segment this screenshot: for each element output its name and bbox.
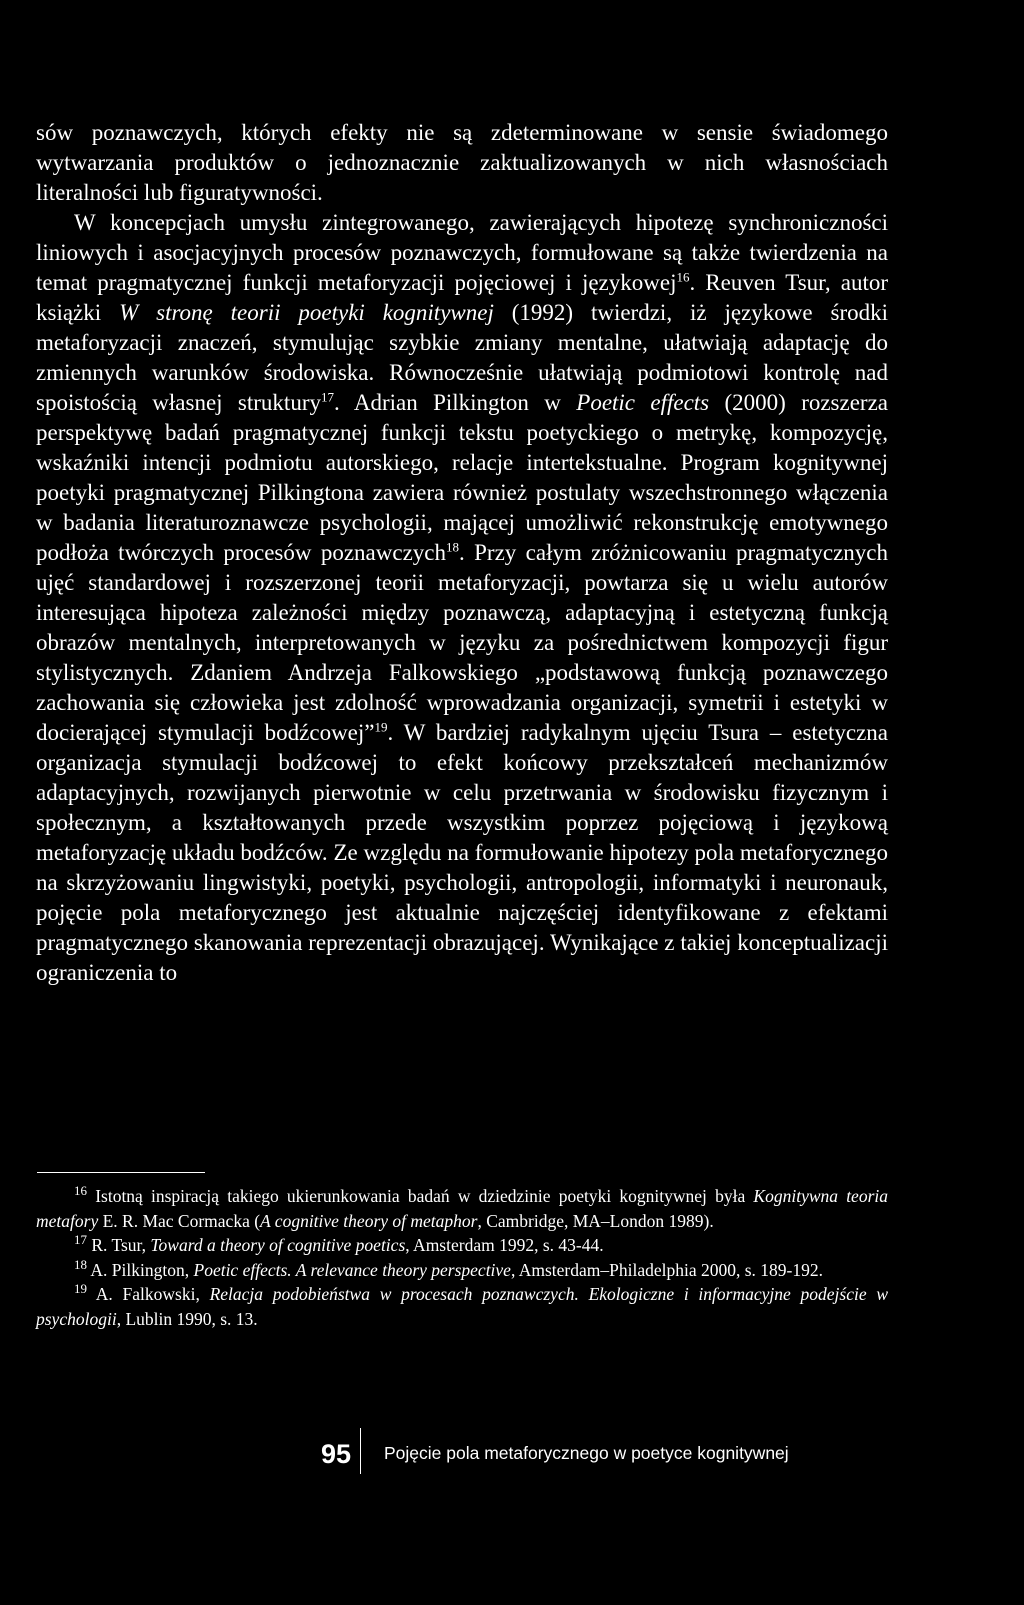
footnote-18	[36, 1258, 888, 1283]
footnote-author: A. Falkowski	[95, 1284, 196, 1304]
text-run: . W bardziej radykalnym ujęciu Tsura – estetyczna organizacja stymulacji bodźcowej to efekt końcowy przekształceń mechanizmów adaptacyjnych, rozwijanych pierwotnie w celu przetrwania w środowisku fizycznym i społecznym, a kształtowanych przede wszystkim poprzez pojęciową i językową metaforyzację układu bodźców. Ze względu na formułowanie hipotezy pola metaforycznego na skrzyżowaniu lingwistyki, poetyki, psychologii, antropologii, informatyki i neuronauk, pojęcie pola metaforycznego jest aktualnie najczęściej identyfikowane z efektami pragmatycznego skanowania reprezentacji obrazującej. Wynikające z takiej konceptualizacji ograniczenia to	[36, 720, 889, 985]
footnote-number: 16	[74, 1183, 87, 1199]
footnote-title: Poetic effects. A relevance theory perspective	[193, 1259, 511, 1280]
footnote-text: Istotną inspiracją takiego ukierunkowania badań w dziedzinie poetyki kognitywnej była	[95, 1186, 754, 1206]
page-number: 95	[320, 1439, 351, 1469]
footnote-text: , Lublin 1990, s. 13.	[116, 1308, 258, 1329]
footnotes	[36, 1184, 888, 1331]
running-title: Pojęcie pola metaforycznego w poetyce kognitywnej	[384, 1443, 789, 1463]
footnote-author: A. Pilkington	[90, 1259, 185, 1280]
footnote-ref-17[interactable]: 17	[320, 389, 334, 405]
footnote-number: 18	[74, 1256, 87, 1272]
paragraph-text: sów poznawczych, których efekty nie są zdeterminowane w sensie świadomego wytwarzania produktów o jednoznacznie zaktualizowanych w nich własnościach literalności lub figuratywności.	[36, 120, 888, 205]
footnote-text: ,	[195, 1284, 210, 1304]
text-run: . Przy całym zróżnicowaniu pragmatycznych ujęć standardowej i rozszerzonej teorii metaforyzacji, powtarza się u wielu autorów interesująca hipoteza zależności między poznawczą, adaptacyjną i estetyczną funkcją obrazów mentalnych, interpretowanych w języku za pośrednictwem kompozycji figur stylistycznych. Zdaniem Andrzeja Falkowskiego „podstawową funkcją poznawczego zachowania się człowieka jest zdolność wprowadzania organizacji, symetrii i estetyki w docierającej stymulacji bodźcowej”	[36, 540, 888, 745]
footnote-title: Toward a theory of cognitive poetics	[150, 1235, 406, 1255]
footnote-text: E. R. Mac Cormacka (	[98, 1210, 261, 1231]
footnote-ref-19[interactable]: 19	[374, 719, 388, 735]
footnote-title: Kognitywna teoria metafory	[36, 1186, 888, 1231]
text-run: (1992) twierdzi, iż językowe środki metaforyzacji znaczeń, stymulując szybkie zmiany mentalne, ułatwiają adaptację do zmiennych warunków środowiska. Równocześnie ułatwiają podmiotowi kontrolę nad spoistością własnej struktury	[36, 300, 888, 415]
text-run: (2000) rozszerza perspektywę badań pragmatycznej funkcji tekstu poetyckiego o metrykę, kompozycję, wskaźniki intencji podmiotu autorskiego, relacje intertekstualne. Program kognitywnej poetyki pragmatycznej Pilkingtona zawiera również postulaty wszechstronnego włączenia w badania literaturoznawcze psychologii, mającej umożliwić rekonstrukcję emotywnego podłoża twórczych procesów poznawczych	[36, 390, 889, 565]
footnote-19	[36, 1282, 888, 1331]
footnote-text: ,	[184, 1259, 194, 1280]
footnote-title: Relacja podobieństwa w procesach poznawczych. Ekologiczne i informacyjne podejście w psychologii	[36, 1284, 888, 1329]
book-title: Poetic effects	[576, 390, 710, 415]
paragraph-continuation	[36, 118, 888, 208]
text-run: . Reuven Tsur, autor książki	[36, 270, 889, 325]
text-run: W koncepcjach umysłu zintegrowanego, zawierających hipotezę synchroniczności liniowych i asocjacyjnych procesów poznawczych, formułowane są także twierdzenia na temat pragmatycznej funkcji metaforyzacji pojęciowej i językowej	[36, 210, 888, 295]
footnote-number: 17	[74, 1232, 87, 1248]
paragraph	[36, 208, 888, 988]
footnote-ref-18[interactable]: 18	[446, 539, 460, 555]
footnote-text: , Amsterdam 1992, s. 43-44.	[405, 1235, 604, 1255]
footnote-title: A cognitive theory of metaphor	[260, 1210, 478, 1231]
text-run: . Adrian Pilkington w	[333, 390, 577, 415]
book-title: W stronę teorii poetyki kognitywnej	[119, 300, 494, 325]
footnote-16	[36, 1184, 888, 1233]
footnote-ref-16[interactable]: 16	[676, 269, 690, 285]
footnote-17	[36, 1233, 888, 1258]
footnote-text: ,	[141, 1235, 151, 1255]
footnote-text: , Amsterdam–Philadelphia 2000, s. 189-192.	[510, 1259, 824, 1280]
footnote-text: , Cambridge, MA–London 1989).	[477, 1210, 714, 1231]
footer-divider	[360, 1428, 361, 1474]
footnote-number: 19	[74, 1281, 87, 1297]
main-text	[36, 118, 888, 988]
footnote-author: R. Tsur	[91, 1235, 142, 1255]
footnote-divider	[37, 1172, 205, 1173]
